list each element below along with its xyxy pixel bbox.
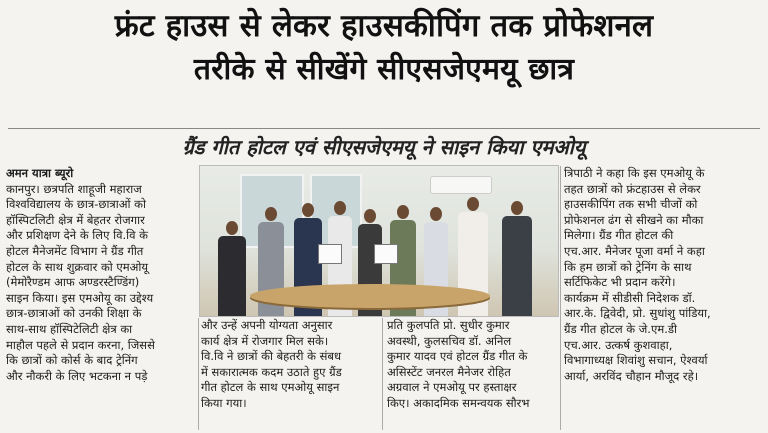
text-line: विभागाध्यक्ष शिवांशु सचान, ऐश्वर्या — [564, 353, 708, 368]
text-line: आर्या, अरविंद चौहान मौजूद रहे। — [564, 368, 699, 383]
text-line: कुमार यादव एवं होटल ग्रैंड गीत के — [387, 349, 528, 364]
byline: अमन यात्रा ब्यूरो — [6, 166, 74, 180]
photo-person — [502, 201, 532, 316]
divider — [8, 128, 760, 129]
text-line: सर्टिफिकेट भी प्रदान करेंगे। — [564, 275, 676, 290]
text-line: एच.आर. उत्कर्ष कुशवाहा, — [564, 337, 673, 352]
text-line: वि.वि ने छात्रों की बेहतरी के संबध — [201, 349, 342, 364]
text-line: अग्रवाल ने एमओयू पर हस्ताक्षर — [387, 380, 517, 395]
text-line: और प्रशिक्षण देने के लिए वि.वि के — [6, 228, 148, 243]
text-line: साइन किया। इस एमओयू का उद्देश्य — [6, 290, 154, 305]
headline-line-1: फ्रंट हाउस से लेकर हाउसकीपिंग तक प्रोफेशनल — [114, 8, 654, 44]
news-photo — [199, 165, 559, 317]
photo-table — [250, 284, 490, 308]
text-line: किए। अकादमिक समन्वयक सौरभ — [387, 395, 530, 410]
text-line: ग्रैंड गीत होटल के जे.एम.डी — [564, 321, 677, 336]
text-line: और नौकरी के लिए भटकना न पड़े — [6, 368, 148, 383]
text-line: छात्र-छात्राओं को उनकी शिक्षा के — [6, 306, 142, 321]
text-line: साथ-साथ हॉस्पिटेलिटी क्षेत्र का — [6, 321, 133, 336]
text-line: कार्य क्षेत्र में रोजगार मिल सके। — [201, 333, 329, 348]
text-line: किया गया। — [201, 395, 247, 410]
photo-person — [218, 221, 246, 316]
text-line: कि हम छात्रों को ट्रेनिंग के साथ — [564, 259, 692, 274]
headline-line-2: तरीके से सीखेंगे सीएसजेएमयू छात्र — [193, 52, 575, 87]
text-line: कि छात्रों को कोर्स के बाद ट्रेनिंग — [6, 353, 138, 368]
text-line: होटल के साथ शुक्रवार को एमओयू — [6, 259, 149, 274]
text-line: हाउसकीपिंग तक सभी चीजों को — [564, 197, 698, 212]
text-line: गीत होटल के साथ एमओयू साइन — [201, 380, 340, 395]
text-line: आर.के. द्विवेदी, प्रो. सुधांशु पांडिया, — [564, 306, 711, 321]
column-middle-right — [387, 318, 559, 432]
photo-ac-unit — [430, 176, 492, 194]
photo-certificate — [318, 244, 342, 264]
column-divider — [560, 166, 561, 430]
column-divider — [382, 318, 383, 430]
column-middle-left — [201, 318, 377, 432]
text-line: हॉस्पिटलिटी क्षेत्र में बेहतर रोजगार — [6, 212, 145, 227]
text-line: कानपुर। छत्रपति शाहूजी महाराज — [6, 181, 142, 196]
column-divider — [198, 318, 199, 430]
text-line: और उन्हें अपनी योग्यता अनुसार — [201, 318, 333, 332]
text-line: विश्वविद्यालय के छात्र-छात्राओं को — [6, 197, 146, 212]
text-line: त्रिपाठी ने कहा कि इस एमओयू के — [564, 166, 705, 180]
text-line: प्रति कुलपति प्रो. सुधीर कुमार — [387, 318, 510, 332]
photo-certificate — [374, 244, 398, 264]
text-line: माहौल पहले से प्रदान करना, जिससे — [6, 337, 155, 352]
text-line: प्रोफेशनल ढंग से सीखने का मौका — [564, 212, 704, 227]
text-line: तहत छात्रों को फ्रंटहाउस से लेकर — [564, 181, 701, 196]
text-line: कार्यक्रम में सीडीसी निदेशक डॉ. — [564, 290, 696, 305]
subheadline: ग्रैंड गीत होटल एवं सीएसजेएमयू ने साइन किया एमओयू — [182, 135, 586, 159]
column-right — [564, 166, 762, 432]
text-line: मिलेगा। ग्रैंड गीत होटल की — [564, 228, 674, 243]
column-left — [6, 166, 196, 432]
text-line: (मेमोरैण्डम आफ अण्डरस्टैण्डिंग) — [6, 275, 140, 290]
text-line: असिस्टेंट जनरल मैनेजर रोहित — [387, 364, 511, 379]
text-line: अवस्थी, कुलसचिव डॉ. अनिल — [387, 333, 512, 348]
text-line: होटल मैनेजमेंट विभाग ने ग्रैंड गीत — [6, 243, 144, 258]
text-line: में सकारात्मक कदम उठाते हुए ग्रैंड — [201, 364, 342, 379]
text-line: एच.आर. मैनेजर पूजा वर्मा ने कहा — [564, 243, 705, 258]
